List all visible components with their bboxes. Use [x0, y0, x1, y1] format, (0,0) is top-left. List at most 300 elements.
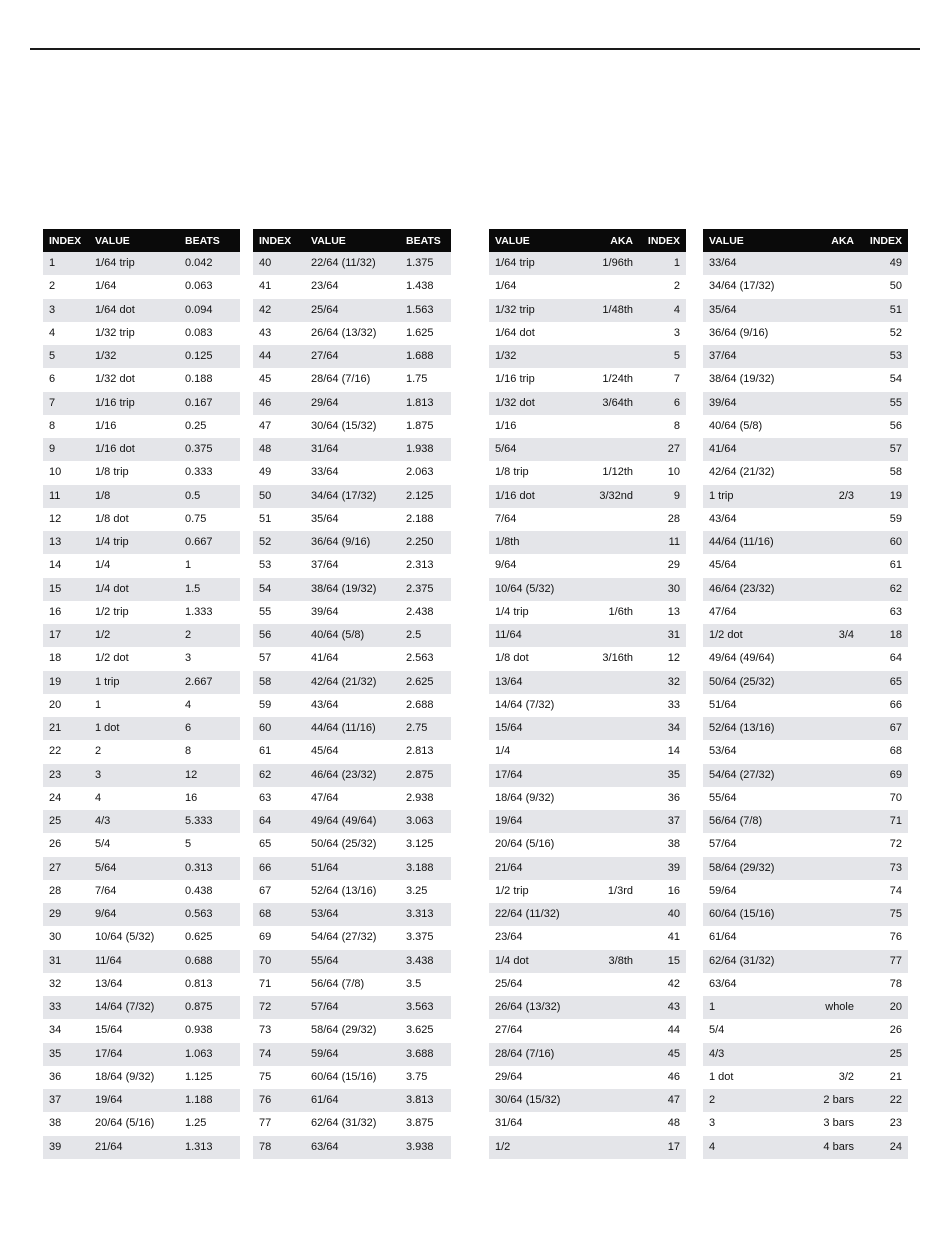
cell-index: 77 — [860, 950, 908, 973]
cell-value: 44/64 (11/16) — [305, 717, 400, 740]
cell-beats: 2.875 — [400, 764, 451, 787]
cell-aka — [803, 578, 860, 601]
table-row — [43, 322, 240, 345]
cell-index: 35 — [43, 1043, 89, 1066]
cell-beats: 1.333 — [179, 601, 240, 624]
cell-value: 46/64 (23/32) — [305, 764, 400, 787]
cell-value: 44/64 (11/16) — [703, 531, 803, 554]
cell-value: 36/64 (9/16) — [305, 531, 400, 554]
cell-beats: 3.688 — [400, 1043, 451, 1066]
cell-value: 1 dot — [703, 1066, 803, 1089]
cell-index: 71 — [860, 810, 908, 833]
cell-beats: 6 — [179, 717, 240, 740]
cell-beats: 1.25 — [179, 1112, 240, 1135]
table-row — [703, 764, 908, 787]
table-row — [253, 880, 451, 903]
table-row — [253, 415, 451, 438]
cell-beats: 16 — [179, 787, 240, 810]
cell-value: 14/64 (7/32) — [489, 694, 587, 717]
cell-index: 55 — [860, 392, 908, 415]
cell-value: 27/64 — [489, 1019, 587, 1042]
cell-index: 65 — [253, 833, 305, 856]
table-row — [703, 275, 908, 298]
cell-beats: 3.188 — [400, 857, 451, 880]
cell-value: 1/4 trip — [489, 601, 587, 624]
cell-beats: 0.375 — [179, 438, 240, 461]
cell-aka — [803, 322, 860, 345]
cell-value: 1/64 trip — [89, 252, 179, 275]
table-row — [489, 857, 686, 880]
table-row — [253, 345, 451, 368]
cell-beats: 1.313 — [179, 1136, 240, 1159]
cell-index: 43 — [253, 322, 305, 345]
cell-beats: 5.333 — [179, 810, 240, 833]
cell-aka — [587, 996, 639, 1019]
cell-value: 55/64 — [703, 787, 803, 810]
cell-index: 36 — [43, 1066, 89, 1089]
table-row — [703, 299, 908, 322]
cell-aka — [587, 810, 639, 833]
cell-beats: 3.375 — [400, 926, 451, 949]
table-row — [253, 717, 451, 740]
cell-beats: 3.813 — [400, 1089, 451, 1112]
table-row — [703, 1043, 908, 1066]
cell-index: 34 — [43, 1019, 89, 1042]
table-row — [489, 903, 686, 926]
cell-value: 1/32 dot — [489, 392, 587, 415]
cell-beats: 2.188 — [400, 508, 451, 531]
cell-value: 18/64 (9/32) — [89, 1066, 179, 1089]
cell-value: 1/64 dot — [89, 299, 179, 322]
table-row — [703, 392, 908, 415]
cell-value: 1 trip — [89, 671, 179, 694]
cell-value: 29/64 — [489, 1066, 587, 1089]
table-row — [703, 624, 908, 647]
table-row — [489, 345, 686, 368]
cell-beats: 1.188 — [179, 1089, 240, 1112]
cell-value: 1/16 trip — [89, 392, 179, 415]
cell-index: 20 — [43, 694, 89, 717]
cell-index: 11 — [639, 531, 686, 554]
table-row — [703, 345, 908, 368]
cell-index: 34 — [639, 717, 686, 740]
cell-index: 18 — [860, 624, 908, 647]
cell-aka: 1/3rd — [587, 880, 639, 903]
cell-value: 1/4 dot — [489, 950, 587, 973]
cell-index: 66 — [860, 694, 908, 717]
cell-value: 46/64 (23/32) — [703, 578, 803, 601]
cell-index: 25 — [43, 810, 89, 833]
cell-value: 40/64 (5/8) — [703, 415, 803, 438]
cell-beats: 2.813 — [400, 740, 451, 763]
cell-value: 39/64 — [703, 392, 803, 415]
cell-value: 1/8 dot — [89, 508, 179, 531]
cell-aka — [803, 1019, 860, 1042]
cell-value: 47/64 — [703, 601, 803, 624]
table-row — [489, 415, 686, 438]
cell-value: 5/64 — [489, 438, 587, 461]
cell-index: 17 — [43, 624, 89, 647]
table-row — [253, 299, 451, 322]
cell-index: 5 — [43, 345, 89, 368]
cell-index: 74 — [860, 880, 908, 903]
cell-value: 1 — [89, 694, 179, 717]
table-row — [703, 694, 908, 717]
cell-value: 52/64 (13/16) — [703, 717, 803, 740]
table-row — [703, 647, 908, 670]
table-row — [489, 601, 686, 624]
table-row — [489, 1112, 686, 1135]
cell-index: 50 — [253, 485, 305, 508]
table-row — [43, 508, 240, 531]
cell-index: 11 — [43, 485, 89, 508]
cell-value: 61/64 — [305, 1089, 400, 1112]
cell-value: 1/2 trip — [89, 601, 179, 624]
cell-value: 33/64 — [703, 252, 803, 275]
cell-index: 24 — [43, 787, 89, 810]
cell-beats: 2.063 — [400, 461, 451, 484]
cell-value: 1/2 — [89, 624, 179, 647]
cell-index: 46 — [253, 392, 305, 415]
cell-value: 4/3 — [703, 1043, 803, 1066]
table-row — [703, 508, 908, 531]
cell-aka: 3/32nd — [587, 485, 639, 508]
table-row — [703, 438, 908, 461]
cell-index: 29 — [639, 554, 686, 577]
cell-aka — [587, 1019, 639, 1042]
cell-beats: 3.063 — [400, 810, 451, 833]
cell-index: 78 — [253, 1136, 305, 1159]
table-row — [43, 764, 240, 787]
cell-value: 1 trip — [703, 485, 803, 508]
table-row — [703, 740, 908, 763]
cell-value: 20/64 (5/16) — [489, 833, 587, 856]
cell-index: 18 — [43, 647, 89, 670]
table-row — [253, 554, 451, 577]
cell-beats: 2.667 — [179, 671, 240, 694]
table-row — [253, 252, 451, 275]
table-row — [489, 1089, 686, 1112]
table-row — [43, 601, 240, 624]
cell-index: 32 — [639, 671, 686, 694]
cell-aka — [587, 345, 639, 368]
table-row — [703, 322, 908, 345]
table-row — [489, 950, 686, 973]
cell-beats: 0.094 — [179, 299, 240, 322]
cell-value: 25/64 — [305, 299, 400, 322]
cell-index: 41 — [639, 926, 686, 949]
table-row — [253, 1112, 451, 1135]
cell-beats: 3.438 — [400, 950, 451, 973]
cell-index: 69 — [860, 764, 908, 787]
column-header-index: INDEX — [253, 229, 305, 252]
cell-index: 41 — [253, 275, 305, 298]
cell-index: 9 — [639, 485, 686, 508]
cell-index: 44 — [253, 345, 305, 368]
cell-value: 14/64 (7/32) — [89, 996, 179, 1019]
table-row — [43, 345, 240, 368]
cell-value: 37/64 — [305, 554, 400, 577]
cell-index: 67 — [860, 717, 908, 740]
table-row — [43, 438, 240, 461]
cell-beats: 5 — [179, 833, 240, 856]
cell-value: 41/64 — [305, 647, 400, 670]
cell-aka — [587, 740, 639, 763]
table-row — [703, 252, 908, 275]
table-row — [703, 926, 908, 949]
cell-aka: 3/8th — [587, 950, 639, 973]
cell-value: 38/64 (19/32) — [305, 578, 400, 601]
table-row — [253, 950, 451, 973]
cell-aka — [803, 857, 860, 880]
cell-value: 1/8th — [489, 531, 587, 554]
cell-index: 10 — [639, 461, 686, 484]
cell-index: 55 — [253, 601, 305, 624]
cell-index: 77 — [253, 1112, 305, 1135]
top-rule — [30, 48, 920, 50]
cell-value: 29/64 — [305, 392, 400, 415]
table-row — [489, 508, 686, 531]
cell-index: 40 — [639, 903, 686, 926]
table-row — [43, 880, 240, 903]
table-row — [489, 1136, 686, 1159]
cell-value: 22/64 (11/32) — [305, 252, 400, 275]
cell-index: 39 — [43, 1136, 89, 1159]
index-value-beats-table-1 — [43, 229, 240, 1159]
cell-beats: 0.042 — [179, 252, 240, 275]
cell-index: 4 — [43, 322, 89, 345]
cell-index: 39 — [639, 857, 686, 880]
value-aka-index-table-2 — [703, 229, 908, 1159]
table-row — [253, 857, 451, 880]
cell-aka: 3 bars — [803, 1112, 860, 1135]
table-row — [489, 1066, 686, 1089]
cell-index: 12 — [43, 508, 89, 531]
cell-value: 62/64 (31/32) — [703, 950, 803, 973]
cell-index: 3 — [639, 322, 686, 345]
cell-aka — [587, 554, 639, 577]
table-row — [489, 764, 686, 787]
cell-index: 16 — [639, 880, 686, 903]
table-row — [43, 415, 240, 438]
cell-aka — [803, 252, 860, 275]
table-row — [43, 973, 240, 996]
cell-index: 73 — [253, 1019, 305, 1042]
cell-aka — [803, 531, 860, 554]
table-row — [703, 1089, 908, 1112]
cell-beats: 2.375 — [400, 578, 451, 601]
table-row — [253, 1089, 451, 1112]
cell-index: 48 — [639, 1112, 686, 1135]
column-header-index: INDEX — [860, 229, 908, 252]
cell-aka: 1/96th — [587, 252, 639, 275]
table-row — [253, 926, 451, 949]
cell-value: 3 — [89, 764, 179, 787]
table-row — [703, 578, 908, 601]
table-row — [489, 740, 686, 763]
cell-index: 71 — [253, 973, 305, 996]
table-row — [43, 740, 240, 763]
cell-aka — [803, 973, 860, 996]
cell-value: 3 — [703, 1112, 803, 1135]
cell-value: 34/64 (17/32) — [305, 485, 400, 508]
table-row — [703, 903, 908, 926]
table-row — [489, 322, 686, 345]
cell-value: 22/64 (11/32) — [489, 903, 587, 926]
cell-value: 59/64 — [305, 1043, 400, 1066]
cell-value: 7/64 — [89, 880, 179, 903]
cell-index: 42 — [639, 973, 686, 996]
cell-index: 68 — [860, 740, 908, 763]
cell-value: 1/64 — [89, 275, 179, 298]
cell-aka — [803, 950, 860, 973]
cell-aka — [803, 415, 860, 438]
cell-value: 1 — [703, 996, 803, 1019]
cell-aka: 3/4 — [803, 624, 860, 647]
cell-aka — [803, 787, 860, 810]
cell-index: 54 — [860, 368, 908, 391]
cell-value: 5/4 — [703, 1019, 803, 1042]
cell-value: 1/32 — [89, 345, 179, 368]
cell-value: 56/64 (7/8) — [305, 973, 400, 996]
cell-aka: 2 bars — [803, 1089, 860, 1112]
cell-index: 65 — [860, 671, 908, 694]
table-row — [43, 624, 240, 647]
table-row — [43, 1089, 240, 1112]
cell-index: 33 — [639, 694, 686, 717]
table-row — [253, 508, 451, 531]
cell-aka — [587, 787, 639, 810]
cell-value: 11/64 — [489, 624, 587, 647]
cell-value: 5/64 — [89, 857, 179, 880]
cell-index: 32 — [43, 973, 89, 996]
cell-index: 36 — [639, 787, 686, 810]
cell-index: 6 — [43, 368, 89, 391]
cell-aka — [587, 973, 639, 996]
cell-beats: 1.375 — [400, 252, 451, 275]
cell-value: 19/64 — [89, 1089, 179, 1112]
table-row — [489, 392, 686, 415]
cell-index: 73 — [860, 857, 908, 880]
cell-index: 70 — [253, 950, 305, 973]
table-row — [253, 368, 451, 391]
table-row — [489, 694, 686, 717]
cell-beats: 0.75 — [179, 508, 240, 531]
cell-beats: 3.25 — [400, 880, 451, 903]
cell-beats: 0.063 — [179, 275, 240, 298]
cell-index: 28 — [639, 508, 686, 531]
cell-value: 21/64 — [489, 857, 587, 880]
column-header-value: VALUE — [89, 229, 179, 252]
cell-index: 15 — [43, 578, 89, 601]
cell-aka — [587, 578, 639, 601]
cell-index: 2 — [639, 275, 686, 298]
table-row — [43, 252, 240, 275]
cell-aka — [803, 671, 860, 694]
cell-value: 49/64 (49/64) — [305, 810, 400, 833]
cell-value: 1/4 trip — [89, 531, 179, 554]
cell-aka — [587, 508, 639, 531]
table-row — [253, 1066, 451, 1089]
cell-value: 30/64 (15/32) — [305, 415, 400, 438]
table-row — [43, 926, 240, 949]
cell-value: 20/64 (5/16) — [89, 1112, 179, 1135]
cell-value: 58/64 (29/32) — [305, 1019, 400, 1042]
cell-index: 49 — [860, 252, 908, 275]
table-row — [253, 601, 451, 624]
cell-value: 42/64 (21/32) — [703, 461, 803, 484]
cell-value: 55/64 — [305, 950, 400, 973]
cell-index: 57 — [253, 647, 305, 670]
cell-index: 30 — [639, 578, 686, 601]
cell-aka: 1/6th — [587, 601, 639, 624]
table-row — [253, 392, 451, 415]
cell-value: 42/64 (21/32) — [305, 671, 400, 694]
cell-index: 45 — [639, 1043, 686, 1066]
table-row — [43, 392, 240, 415]
table-row — [703, 973, 908, 996]
cell-value: 62/64 (31/32) — [305, 1112, 400, 1135]
cell-index: 56 — [253, 624, 305, 647]
cell-index: 12 — [639, 647, 686, 670]
cell-index: 8 — [43, 415, 89, 438]
cell-beats: 0.333 — [179, 461, 240, 484]
cell-index: 72 — [253, 996, 305, 1019]
cell-aka — [803, 903, 860, 926]
cell-value: 63/64 — [305, 1136, 400, 1159]
cell-value: 11/64 — [89, 950, 179, 973]
cell-aka — [587, 275, 639, 298]
table-row — [703, 368, 908, 391]
table-row — [489, 438, 686, 461]
table-row — [253, 578, 451, 601]
cell-index: 47 — [639, 1089, 686, 1112]
cell-beats: 4 — [179, 694, 240, 717]
cell-aka — [803, 508, 860, 531]
cell-aka — [587, 624, 639, 647]
cell-aka — [803, 833, 860, 856]
table-row — [703, 485, 908, 508]
cell-value: 1/4 — [489, 740, 587, 763]
cell-beats: 2.688 — [400, 694, 451, 717]
cell-value: 41/64 — [703, 438, 803, 461]
cell-index: 69 — [253, 926, 305, 949]
cell-aka — [803, 647, 860, 670]
table-row — [489, 1043, 686, 1066]
cell-beats: 2.5 — [400, 624, 451, 647]
cell-value: 17/64 — [489, 764, 587, 787]
cell-value: 45/64 — [703, 554, 803, 577]
cell-index: 66 — [253, 857, 305, 880]
cell-value: 1/32 trip — [89, 322, 179, 345]
cell-index: 74 — [253, 1043, 305, 1066]
table-row — [253, 973, 451, 996]
cell-aka — [803, 368, 860, 391]
cell-value: 19/64 — [489, 810, 587, 833]
table-row — [253, 322, 451, 345]
cell-value: 33/64 — [305, 461, 400, 484]
cell-beats: 1.688 — [400, 345, 451, 368]
cell-value: 26/64 (13/32) — [305, 322, 400, 345]
cell-value: 18/64 (9/32) — [489, 787, 587, 810]
cell-value: 38/64 (19/32) — [703, 368, 803, 391]
table-row — [43, 461, 240, 484]
table-row — [253, 485, 451, 508]
cell-aka — [587, 438, 639, 461]
cell-index: 38 — [639, 833, 686, 856]
table-row — [43, 485, 240, 508]
table-row — [489, 578, 686, 601]
